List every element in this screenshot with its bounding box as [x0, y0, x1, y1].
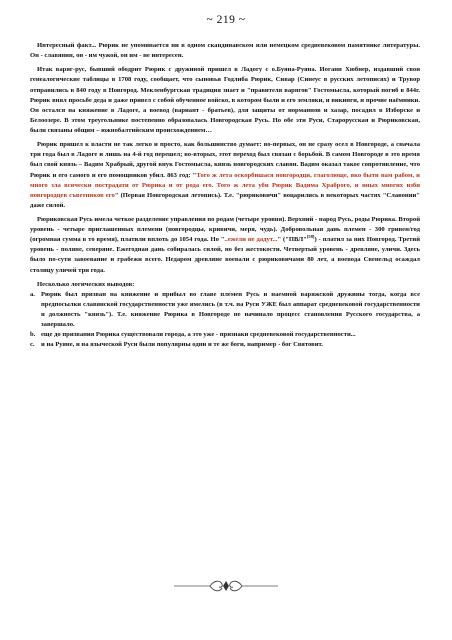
conclusions [30, 280, 420, 351]
conclusion-text: и на Руяне, и на языческой Руси были популярны одни и те же боги, например - бог Святовит. [41, 341, 323, 349]
conclusion-item [30, 290, 420, 330]
body-paragraph [30, 41, 420, 61]
paragraph-text: " ("ПВЛ" [277, 236, 307, 244]
conclusion-marker: a. [30, 290, 35, 298]
paragraph-text: ) - платил за них Новгород. Третий уровень - поляне, северяне. Ежегодная дань собиралась силой, но без жестокости. Четвертый уровень - древляне, уличи. Здесь было по-сути завоевание и грабежи всего. Недаром древляне воевали с рюриковичами 80 лет, а воевода Свенельд осаждал столицу уличей три года. [30, 236, 420, 274]
conclusion-item [30, 340, 420, 350]
page-number: ~ 219 ~ [206, 14, 246, 26]
conclusion-text: Рюрик был призван на княжение и прибыл во главе племен Русь и наемной варяжской дружины тогда, когда все предпосылки славянской государственности уже имелись (в т.ч. на Руси УЖЕ был аппарат средневековой государственности и должность "князь"). Т.е. княжение Рюрика в Новгороде не начинало процесс становления Русского государства, а завершало. [41, 290, 420, 329]
conclusions-lead: Несколько логических выводов: [37, 280, 135, 288]
conclusion-marker: c. [30, 341, 35, 349]
conclusion-text: еще до призвания Рюрика существовали города, а это уже - признаки средневековой государственности... [41, 331, 356, 339]
footnote-ref[interactable]: [58] [306, 234, 315, 240]
paragraph-text: " (Первая Новгородская летопись). Т.е. "рюриковичи" воцарились в некоторых частях "Славонии" даже силой. [30, 191, 420, 209]
paragraph-text: Рюриковская Русь имела четкое разделение управления по родам (четыре уровня). Верхний - народ Русь, роды Рюрика. Второй уровень - четыре приглашенных племени (новгородцы, кривичи, меря, чудь). Добровольная дань племен - 300 гривен/год (огромная сумма в то время), платили вплоть до 1054 года. Но " [30, 216, 420, 244]
paragraph-text: Рюрик пришел к власти не так легко и просто, как большинство думает: во-первых, он не сразу осел в Новгороде, а сначала три года был в Ладоге и лишь на 4-й год перешел; во-вторых, этот переход был связан с борьбой. В самом Новгороде в это время был свой князь – Вадим Храбрый, другой внук Гостомысла, князь новгородских славян. Вадим оказал такое сопротивление, что Рюрик и его самого и его помощников убил. 863 год: " [30, 141, 420, 179]
quote-highlight: Того ж лета оскорбишася новгородци, глаголюще, яко быти нам рабом, и много зла всячески пострадати от Рюрика и от рода его. Того ж лета уби Рюрик Вадима Храброго, и иных многих изби новгородцев съветников его [30, 171, 420, 199]
page-content [30, 41, 420, 350]
quote-highlight: ..ежели не дадут... [224, 236, 278, 244]
conclusions-list [30, 290, 420, 351]
paragraph-text: Интересный факт... Рюрик не упоминается ни в одном скандинавском или немецком средневековом памятнике литературы. Он - славянин, он - им чужой, он им - не интересен. [30, 42, 420, 60]
body-paragraph [30, 140, 420, 211]
body-paragraph [30, 65, 420, 136]
paragraph-text: Итак варяг-рус, бывший ободрит Рюрик с дружиной пришел в Ладогу с о.Буяна-Руяна. Иоганн Хюбнер, издавший свои генеалогические таблицы в 1708 году, сообщает, что сыновья Годлиба Рюрик, Сивар (Синеус в русских летописях) и Трувор отправились в 840 году в Новгород. Мекленбургская традиция знает и "правителя варягов" Гостомысла, который погиб в 844г. Рюрик внял просьбе деда и даже привел с собой обученное войско, в котором были и его земляки, и викинги, и прочие наёмники. Он остался на княжение в Ладоге, а воевод (вариант - братьев), для защиты от норманнов и хазар, посадил в Изборске и Белоозере. В этом треугольнике постепенно образовалась Новгородская Русь. Но обе эти Руси, Старорусская и Рюриковская, были связаны общим – южнобалтийским происхождением… [30, 66, 420, 134]
ornament-divider-icon [172, 578, 280, 594]
conclusion-item [30, 330, 420, 340]
paragraphs [30, 41, 420, 276]
conclusion-marker: b. [30, 331, 36, 339]
body-paragraph [30, 215, 420, 276]
